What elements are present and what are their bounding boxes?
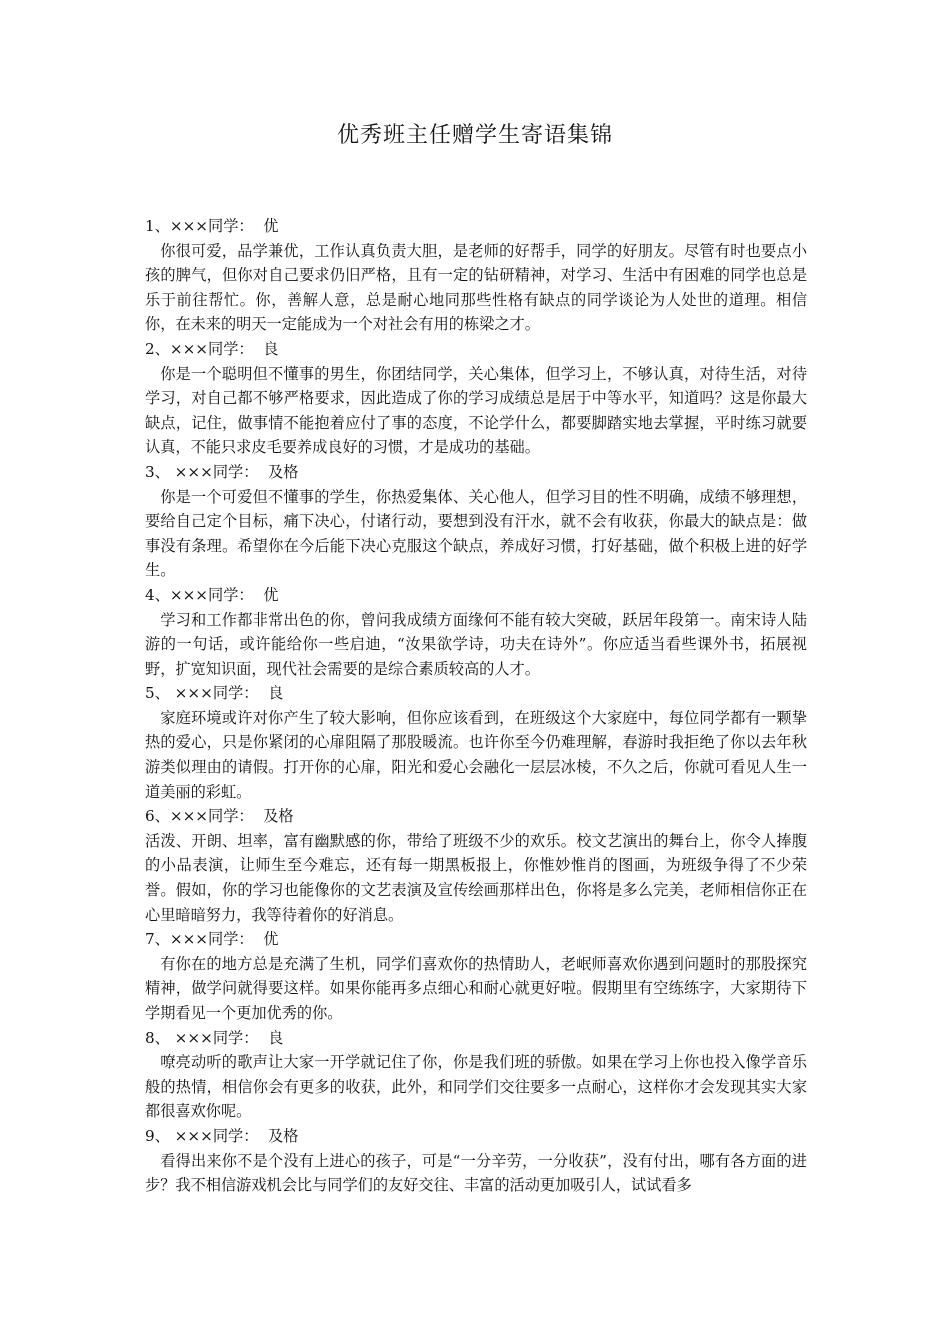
entry-text: 你很可爱，品学兼优，工作认真负责大胆，是老师的好帮手，同学的好朋友。尽管有时也要点小孩的脾气，但你对自己要求仍旧严格，且有一定的钻研精神，对学习、生活中有困难的同学也总是乐于前往帮忙。你，善解人意，总是耐心地同那些性格有缺点的同学谈论为人处世的道理。相信你，在未来的明天一定能成为一个对社会有用的栋梁之才。: [145, 241, 807, 334]
entry-heading: 4、×××同学： 优: [145, 585, 279, 604]
entry-text: 学习和工作都非常出色的你，曾问我成绩方面缘何不能有较大突破，跃居年段第一。南宋诗人陆游的一句话，或许能给你一些启迪，“汝果欲学诗，功夫在诗外”。你应适当看些课外书，拓展视野，扩宽知识面，现代社会需要的是综合素质较高的人才。: [145, 610, 807, 678]
entry-heading: 8、 ×××同学： 良: [145, 1028, 284, 1047]
entry-heading: 2、×××同学： 良: [145, 339, 279, 358]
entry-heading: 6、×××同学： 及格: [145, 807, 294, 826]
entry-heading: 9、 ×××同学： 及格: [145, 1126, 299, 1145]
entry-text: 活泼、开朗、坦率，富有幽默感的你，带给了班级不少的欢乐。校文艺演出的舞台上，你令人捧腹的小品表演，让师生至今难忘，还有每一期黑板报上，你惟妙惟肖的图画，为班级争得了不少荣誉。假如，你的学习也能像你的文艺表演及宣传绘画那样出色，你将是多么完美，老师相信你正在心里暗暗努力，我等待着你的好消息。: [145, 831, 807, 924]
entry-text: 家庭环境或许对你产生了较大影响，但你应该看到，在班级这个大家庭中，每位同学都有一颗挚热的爱心，只是你紧闭的心扉阻隔了那股暖流。也许你至今仍难理解，春游时我拒绝了你以去年秋游类似理由的请假。打开你的心扉，阳光和爱心会融化一层层冰棱，不久之后，你就可看见人生一道美丽的彩虹。: [145, 708, 807, 801]
entry-heading: 5、 ×××同学： 良: [145, 684, 284, 703]
entry-text: 嘹亮动听的歌声让大家一开学就记住了你，你是我们班的骄傲。如果在学习上你也投入像学音乐般的热情，相信你会有更多的收获，此外，和同学们交往要多一点耐心，这样你才会发现其实大家都很喜欢你呢。: [145, 1053, 807, 1121]
document-body: [145, 214, 807, 1198]
entry-heading: 3、 ×××同学： 及格: [145, 462, 299, 481]
entry-text: 你是一个可爱但不懂事的学生，你热爱集体、关心他人，但学习目的性不明确，成绩不够理想，要给自己定个目标，痛下决心，付诸行动，要想到没有汗水，就不会有收获，你最大的缺点是：做事没有条理。希望你在今后能下决心克服这个缺点，养成好习惯，打好基础，做个积极上进的好学生。: [145, 487, 807, 580]
entry-text: 看得出来你不是个没有上进心的孩子，可是“一分辛劳，一分收获”，没有付出，哪有各方面的进步？我不相信游戏机会比与同学们的友好交往、丰富的活动更加吸引人，试试看多: [145, 1151, 807, 1195]
entry-heading: 7、×××同学： 优: [145, 930, 279, 949]
entry-text: 你是一个聪明但不懂事的男生，你团结同学，关心集体，但学习上，不够认真，对待生活，对待学习，对自己都不够严格要求，因此造成了你的学习成绩总是居于中等水平，知道吗？这是你最大缺点，记住，做事情不能抱着应付了事的态度，不论学什么，都要脚踏实地去掌握，平时练习就要认真，不能只求皮毛要养成良好的习惯，才是成功的基础。: [145, 364, 807, 457]
entry-text: 有你在的地方总是充满了生机，同学们喜欢你的热情助人，老岷师喜欢你遇到问题时的那股探究精神，做学问就得要这样。如果你能再多点细心和耐心就更好啦。假期里有空练练字，大家期待下学期看见一个更加优秀的你。: [145, 954, 807, 1022]
document-title: 优秀班主任赠学生寄语集锦: [336, 123, 613, 148]
entry-heading: 1、×××同学： 优: [145, 217, 279, 235]
